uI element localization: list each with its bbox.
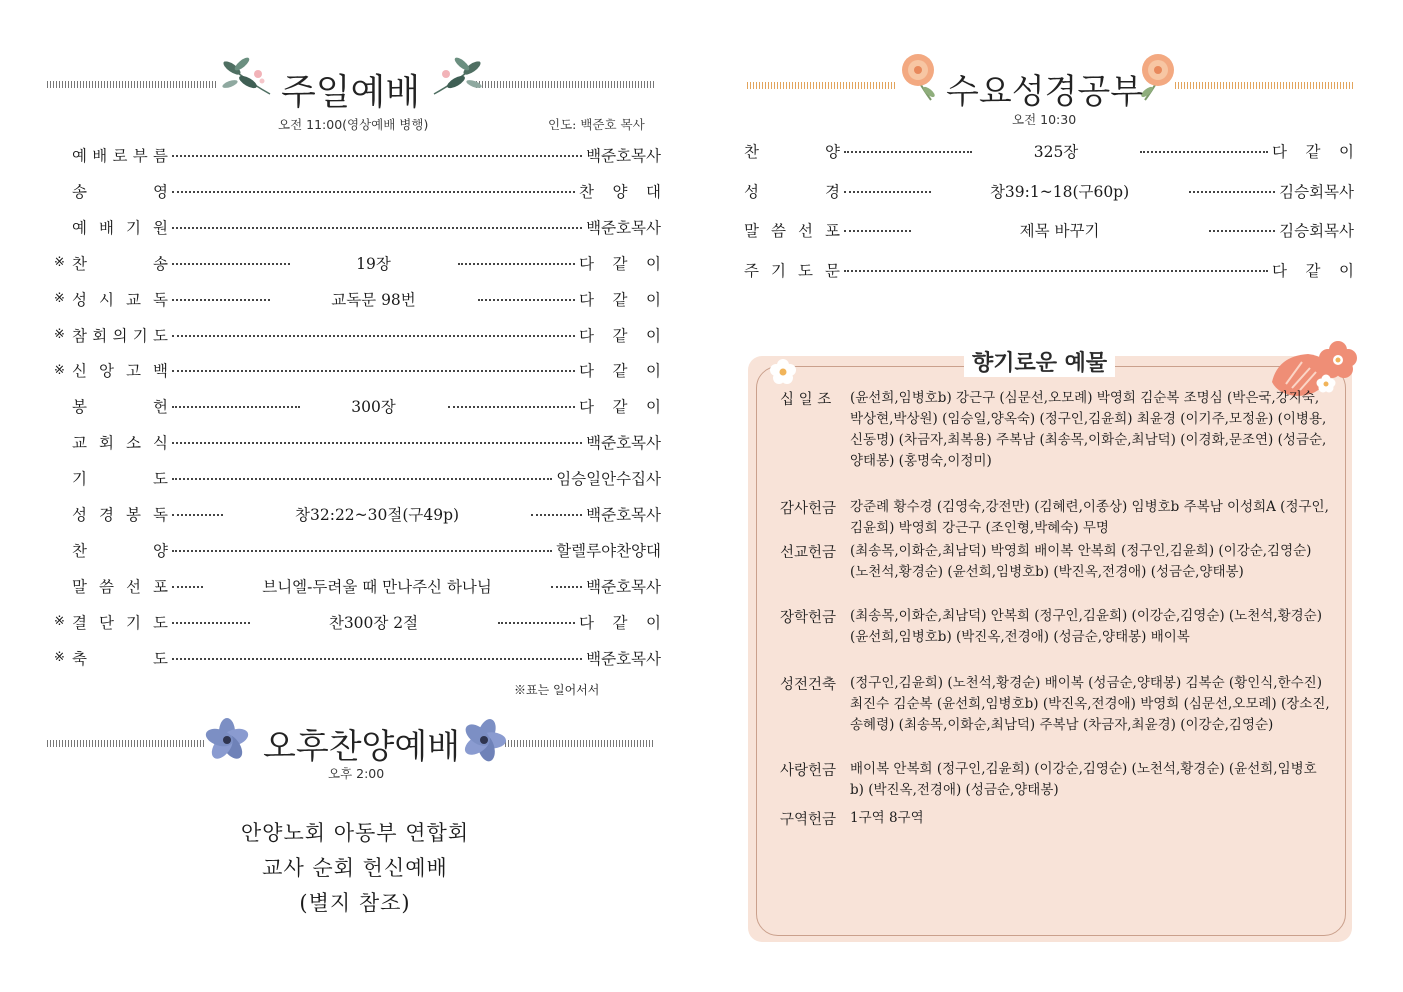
order-row xyxy=(54,251,661,275)
leader-dots xyxy=(844,230,911,232)
leader-dots xyxy=(551,586,582,588)
order-item-name-char: 단 xyxy=(99,613,114,632)
order-item-detail: 19장 xyxy=(356,254,391,273)
order-item-name xyxy=(744,259,840,281)
afternoon-line: (별지 참조) xyxy=(299,891,411,915)
offering-donors: (최송목,이화순,최남덕) 박영희 배이복 안복희 (정구인,김윤희) (이강순,김영순) (노천석,황경순) (윤선희,임병호b) (박진옥,전경애) (성금순,양태봉) xyxy=(850,543,1312,580)
order-item-name-char: 경 xyxy=(825,182,840,201)
order-item-person-char: 이 xyxy=(1339,143,1354,161)
order-item-name-char: 기 xyxy=(132,326,148,345)
order-item-name-char: 교 xyxy=(126,290,141,309)
order-item-name-char: 송 xyxy=(72,182,87,201)
offering-label: 성전건축 xyxy=(780,677,837,693)
order-item-person-char: 이 xyxy=(646,362,661,381)
blue-flower-icon xyxy=(205,718,249,762)
leader-dots xyxy=(844,191,931,193)
leader-dots xyxy=(458,263,576,265)
order-item-person-char: 같 xyxy=(612,290,628,309)
order-item-name-char: 도 xyxy=(153,613,168,632)
order-item-person-char: 다 xyxy=(1272,143,1287,161)
order-row xyxy=(54,574,661,598)
order-item-name-char: 참 xyxy=(72,326,87,345)
order-item-detail: 325장 xyxy=(1033,143,1079,161)
order-item-person xyxy=(1272,140,1354,162)
order-row xyxy=(54,430,661,454)
order-item-person: 김승회목사 xyxy=(1279,182,1354,201)
order-item-name-char: 배 xyxy=(92,147,108,165)
offering-donors: 강준례 황수경 (김영숙,강전만) (김혜련,이종상) 임병호b 주복남 이성희A (정구인,김윤희) 박영희 강근구 (조인형,박혜숙) 무명 xyxy=(850,499,1329,536)
order-item-person-char: 같 xyxy=(612,398,628,417)
order-item-name xyxy=(72,503,168,525)
leader-dots xyxy=(478,299,576,301)
order-item-person-char: 같 xyxy=(612,254,628,273)
order-item-name xyxy=(72,252,168,274)
order-item-person xyxy=(579,395,661,417)
order-row xyxy=(54,179,661,203)
order-item-person-char: 이 xyxy=(1339,261,1354,280)
order-item-detail: 교독문 98번 xyxy=(331,290,416,309)
order-item-name xyxy=(744,140,840,162)
leader-dots xyxy=(172,442,582,444)
order-item-name-char: 회 xyxy=(99,434,114,453)
leader-dots xyxy=(172,406,300,408)
order-row xyxy=(54,215,661,239)
wednesday-rule-left xyxy=(747,82,895,89)
order-item-person-char: 같 xyxy=(612,326,628,345)
leader-dots xyxy=(172,478,552,480)
order-item-name-char: 소 xyxy=(126,434,141,453)
order-item-person-char: 다 xyxy=(579,398,594,417)
leader-dots xyxy=(1209,230,1276,232)
order-item-person-char: 대 xyxy=(646,182,661,201)
order-row xyxy=(744,258,1354,282)
leader-dots xyxy=(172,658,582,660)
order-item-name-char: 기 xyxy=(126,613,141,632)
leaf-ornament-icon xyxy=(428,54,486,100)
order-item-name xyxy=(72,395,168,417)
order-item-name-char: 의 xyxy=(112,326,128,345)
order-item-name-char: 송 xyxy=(153,254,168,273)
order-item-name-char: 씀 xyxy=(771,222,786,240)
order-item-name-char: 교 xyxy=(72,434,87,453)
order-item-person-char: 이 xyxy=(646,398,661,417)
order-item-name xyxy=(744,180,840,202)
order-item-detail: 창39:1~18(구60p) xyxy=(989,182,1130,201)
offering-label: 감사헌금 xyxy=(780,501,837,517)
leader-dots xyxy=(172,622,250,624)
order-item-name-char: 름 xyxy=(153,147,168,165)
order-item-name-char: 찬 xyxy=(744,143,759,161)
order-item-name-char: 헌 xyxy=(153,398,168,417)
order-row xyxy=(54,323,661,347)
order-item-detail: 찬300장 2절 xyxy=(328,613,419,632)
order-item-person: 할렐루야찬양대 xyxy=(556,541,661,560)
offering-label: 십 일 조 xyxy=(780,392,832,408)
order-row xyxy=(54,287,661,311)
order-item-person-char: 다 xyxy=(579,290,594,309)
offering-donors: (최송목,이화순,최남덕) 안복희 (정구인,김윤희) (이강순,김영순) (노천석,황경순) (윤선희,임병호b) (박진옥,전경애) (성금순,양태봉) 배이복 xyxy=(850,608,1322,645)
afternoon-time: 오후 2:00 xyxy=(328,766,385,781)
leader-dots xyxy=(844,270,1268,272)
order-item-person: 백준호목사 xyxy=(586,218,661,237)
afternoon-line: 교사 순회 헌신예배 xyxy=(262,856,448,880)
order-item-person: 백준호목사 xyxy=(586,506,661,524)
order-item-detail: 제목 바꾸기 xyxy=(1019,222,1100,240)
offering-label: 사랑헌금 xyxy=(780,763,837,779)
order-item-name-char: 원 xyxy=(153,218,168,237)
order-row xyxy=(54,394,661,418)
order-item-name-char: 선 xyxy=(126,577,141,596)
order-item-name xyxy=(72,288,168,310)
order-item-detail: 브니엘-두려울 때 만나주신 하나님 xyxy=(262,577,492,596)
order-row xyxy=(54,538,661,562)
order-item-person-char: 같 xyxy=(612,613,628,632)
afternoon-program xyxy=(200,816,510,921)
order-item-person-char: 다 xyxy=(1272,261,1287,280)
order-item-person xyxy=(1272,259,1354,281)
order-item-name xyxy=(72,431,168,453)
order-item-name-char: 봉 xyxy=(126,506,141,524)
offering-donors: 1구역 8구역 xyxy=(850,810,924,826)
leader-dots xyxy=(172,586,203,588)
order-item-person-char: 다 xyxy=(579,613,594,632)
order-item-person: 백준호목사 xyxy=(586,649,661,668)
order-item-name-char: 결 xyxy=(72,613,87,632)
order-item-person xyxy=(579,180,661,202)
order-item-person xyxy=(579,611,661,633)
stand-mark: ※ xyxy=(54,327,65,342)
order-row xyxy=(54,502,661,526)
order-item-name-char: 기 xyxy=(126,218,141,237)
stand-mark: ※ xyxy=(54,650,65,666)
leader-dots xyxy=(172,191,575,193)
sunday-time: 오전 11:00(영상예배 병행) xyxy=(278,117,429,132)
order-item-person-char: 이 xyxy=(646,290,661,309)
order-item-person xyxy=(579,359,661,381)
order-item-name-char: 포 xyxy=(825,222,840,240)
order-item-name xyxy=(72,575,168,597)
leaf-ornament-icon xyxy=(218,54,276,100)
order-item-name-char: 포 xyxy=(153,577,168,596)
leader-dots xyxy=(448,406,576,408)
order-item-name-char: 독 xyxy=(153,506,168,524)
order-item-name-char: 독 xyxy=(153,290,168,309)
wednesday-time: 오전 10:30 xyxy=(1012,112,1077,127)
order-row xyxy=(54,143,661,167)
order-item-name-char: 도 xyxy=(798,261,813,280)
order-item-name xyxy=(72,216,168,238)
order-item-name-char: 도 xyxy=(153,649,168,668)
orange-flower-icon xyxy=(895,50,941,102)
order-item-name xyxy=(72,539,168,561)
order-item-name-char: 도 xyxy=(153,470,168,489)
order-item-name-char: 봉 xyxy=(72,398,87,417)
order-item-name-char: 회 xyxy=(92,326,108,345)
order-row xyxy=(54,610,661,634)
stand-mark: ※ xyxy=(54,255,65,271)
order-item-person: 임승일안수집사 xyxy=(556,470,661,489)
order-item-name-char: 기 xyxy=(72,470,87,489)
order-item-name-char: 말 xyxy=(72,577,87,596)
order-item-person xyxy=(579,252,661,274)
order-item-person-char: 이 xyxy=(646,613,661,632)
order-item-name-char: 선 xyxy=(798,222,813,240)
sunday-title: 주일예배 xyxy=(281,72,421,113)
standing-note: ※표는 일어서서 xyxy=(514,683,600,697)
leader-dots xyxy=(172,370,575,372)
leader-dots xyxy=(1140,151,1268,153)
order-item-person-char: 이 xyxy=(646,254,661,273)
order-item-person-char: 양 xyxy=(612,182,628,201)
leader-dots xyxy=(498,622,576,624)
order-item-detail: 창32:22~30절(구49p) xyxy=(295,506,460,524)
order-item-name-char: 기 xyxy=(771,261,786,280)
stand-mark: ※ xyxy=(54,291,65,307)
order-row xyxy=(54,466,661,490)
order-item-name xyxy=(72,324,168,346)
order-item-person-char: 찬 xyxy=(579,182,594,201)
blue-flower-icon xyxy=(462,718,506,762)
order-item-person-char: 다 xyxy=(579,254,594,273)
leader-dots xyxy=(844,151,972,153)
order-item-name xyxy=(72,647,168,669)
leader-dots xyxy=(172,514,223,516)
leader-dots xyxy=(172,299,270,301)
afternoon-rule-right xyxy=(505,740,654,747)
order-item-name xyxy=(72,611,168,633)
order-item-name-char: 성 xyxy=(72,290,87,309)
order-item-name-char: 경 xyxy=(99,506,114,524)
order-item-person: 김승회목사 xyxy=(1279,222,1354,240)
stand-mark: ※ xyxy=(54,362,65,378)
title-rule-right xyxy=(476,81,654,88)
order-item-name-char: 축 xyxy=(72,649,87,668)
order-item-person-char: 이 xyxy=(646,326,661,345)
offering-donors: 배이복 안복희 (정구인,김윤희) (이강순,김영순) (노천석,황경순) (윤선희,임병호b) (박진옥,전경애) (성금순,양태봉) xyxy=(850,761,1317,798)
order-item-name-char: 고 xyxy=(126,362,141,381)
order-item-name-char: 배 xyxy=(99,218,114,237)
order-item-name-char: 주 xyxy=(744,261,759,280)
order-item-name-char: 시 xyxy=(99,290,114,309)
order-item-name-char: 찬 xyxy=(72,541,87,560)
sunday-leader: 인도: 백준호 목사 xyxy=(548,117,645,132)
order-item-name-char: 양 xyxy=(153,541,168,560)
stand-mark: ※ xyxy=(54,614,65,630)
order-item-name-char: 성 xyxy=(744,182,759,201)
order-item-name xyxy=(72,359,168,381)
offering-label: 선교헌금 xyxy=(780,545,837,561)
order-row xyxy=(54,646,661,670)
afternoon-rule-left xyxy=(47,740,205,747)
afternoon-title: 오후찬양예배 xyxy=(263,727,461,767)
order-item-name-char: 도 xyxy=(153,326,168,345)
order-item-name-char: 앙 xyxy=(99,362,114,381)
order-item-name-char: 부 xyxy=(132,147,148,165)
order-item-name xyxy=(744,219,840,241)
offering-donors: (윤선희,임병호b) 강근구 (심문선,오모례) 박영희 김순복 조명심 (박은국,강지숙,박상현,박상원) (임승일,양옥숙) (정구인,김윤희) 최윤경 (이기주,모정윤) (이병용,신동명) (차금자,최복용) 주복남 (최송목,이화순,최남덕) (이경화,문조연) (성금순,양태봉) (홍명숙,이정미) xyxy=(850,390,1327,469)
offering-label: 구역헌금 xyxy=(780,812,837,828)
order-item-name-char: 영 xyxy=(153,182,168,201)
offerings-title: 향기로운 예물 xyxy=(964,346,1115,377)
order-item-name xyxy=(72,180,168,202)
order-item-detail: 300장 xyxy=(351,398,396,417)
order-item-person-char: 같 xyxy=(1305,143,1321,161)
order-item-name-char: 양 xyxy=(825,143,840,161)
order-item-name-char: 씀 xyxy=(99,577,114,596)
order-item-name-char: 백 xyxy=(153,362,168,381)
leader-dots xyxy=(531,514,582,516)
order-item-name-char: 찬 xyxy=(72,254,87,273)
order-item-person: 백준호목사 xyxy=(586,577,661,596)
order-row xyxy=(54,358,661,382)
wednesday-title: 수요성경공부 xyxy=(946,72,1144,112)
afternoon-line: 안양노회 아동부 연합회 xyxy=(240,821,470,845)
offering-label: 장학헌금 xyxy=(780,610,837,626)
order-row xyxy=(744,179,1354,203)
order-item-name-char: 문 xyxy=(825,261,840,280)
leader-dots xyxy=(172,227,582,229)
order-item-person-char: 다 xyxy=(579,326,594,345)
leader-dots xyxy=(172,335,575,337)
offering-donors: (정구인,김윤희) (노천석,황경순) 배이복 (성금순,양태봉) 김복순 (황인식,한수진) 최진수 김순복 (윤선희,임병호b) (박진옥,전경애) 박영희 (심문선,오모례) (장소진,송혜령) (최송목,이화순,최남덕) 주복남 (차금자,최윤경) (이강순,김영순) xyxy=(850,675,1330,733)
order-row xyxy=(744,139,1354,163)
leader-dots xyxy=(172,263,290,265)
order-item-person: 백준호목사 xyxy=(586,147,661,165)
order-item-name-char: 예 xyxy=(72,218,87,237)
order-item-name-char: 식 xyxy=(153,434,168,453)
order-item-name-char: 예 xyxy=(72,147,87,165)
wednesday-rule-right xyxy=(1175,82,1353,89)
order-item-name xyxy=(72,467,168,489)
order-item-person-char: 다 xyxy=(579,362,594,381)
leader-dots xyxy=(1189,191,1276,193)
order-item-name-char: 로 xyxy=(112,147,128,165)
order-item-name-char: 말 xyxy=(744,222,759,240)
order-item-person-char: 같 xyxy=(1305,261,1321,280)
leader-dots xyxy=(172,155,582,157)
leader-dots xyxy=(172,550,552,552)
order-item-person xyxy=(579,288,661,310)
order-item-name-char: 성 xyxy=(72,506,87,524)
order-item-person xyxy=(579,324,661,346)
white-flower-icon xyxy=(768,357,798,387)
order-item-name xyxy=(72,144,168,166)
order-item-person-char: 같 xyxy=(612,362,628,381)
order-item-name-char: 신 xyxy=(72,362,87,381)
order-row xyxy=(744,218,1354,242)
title-rule-left xyxy=(47,81,217,88)
order-item-person: 백준호목사 xyxy=(586,434,661,453)
